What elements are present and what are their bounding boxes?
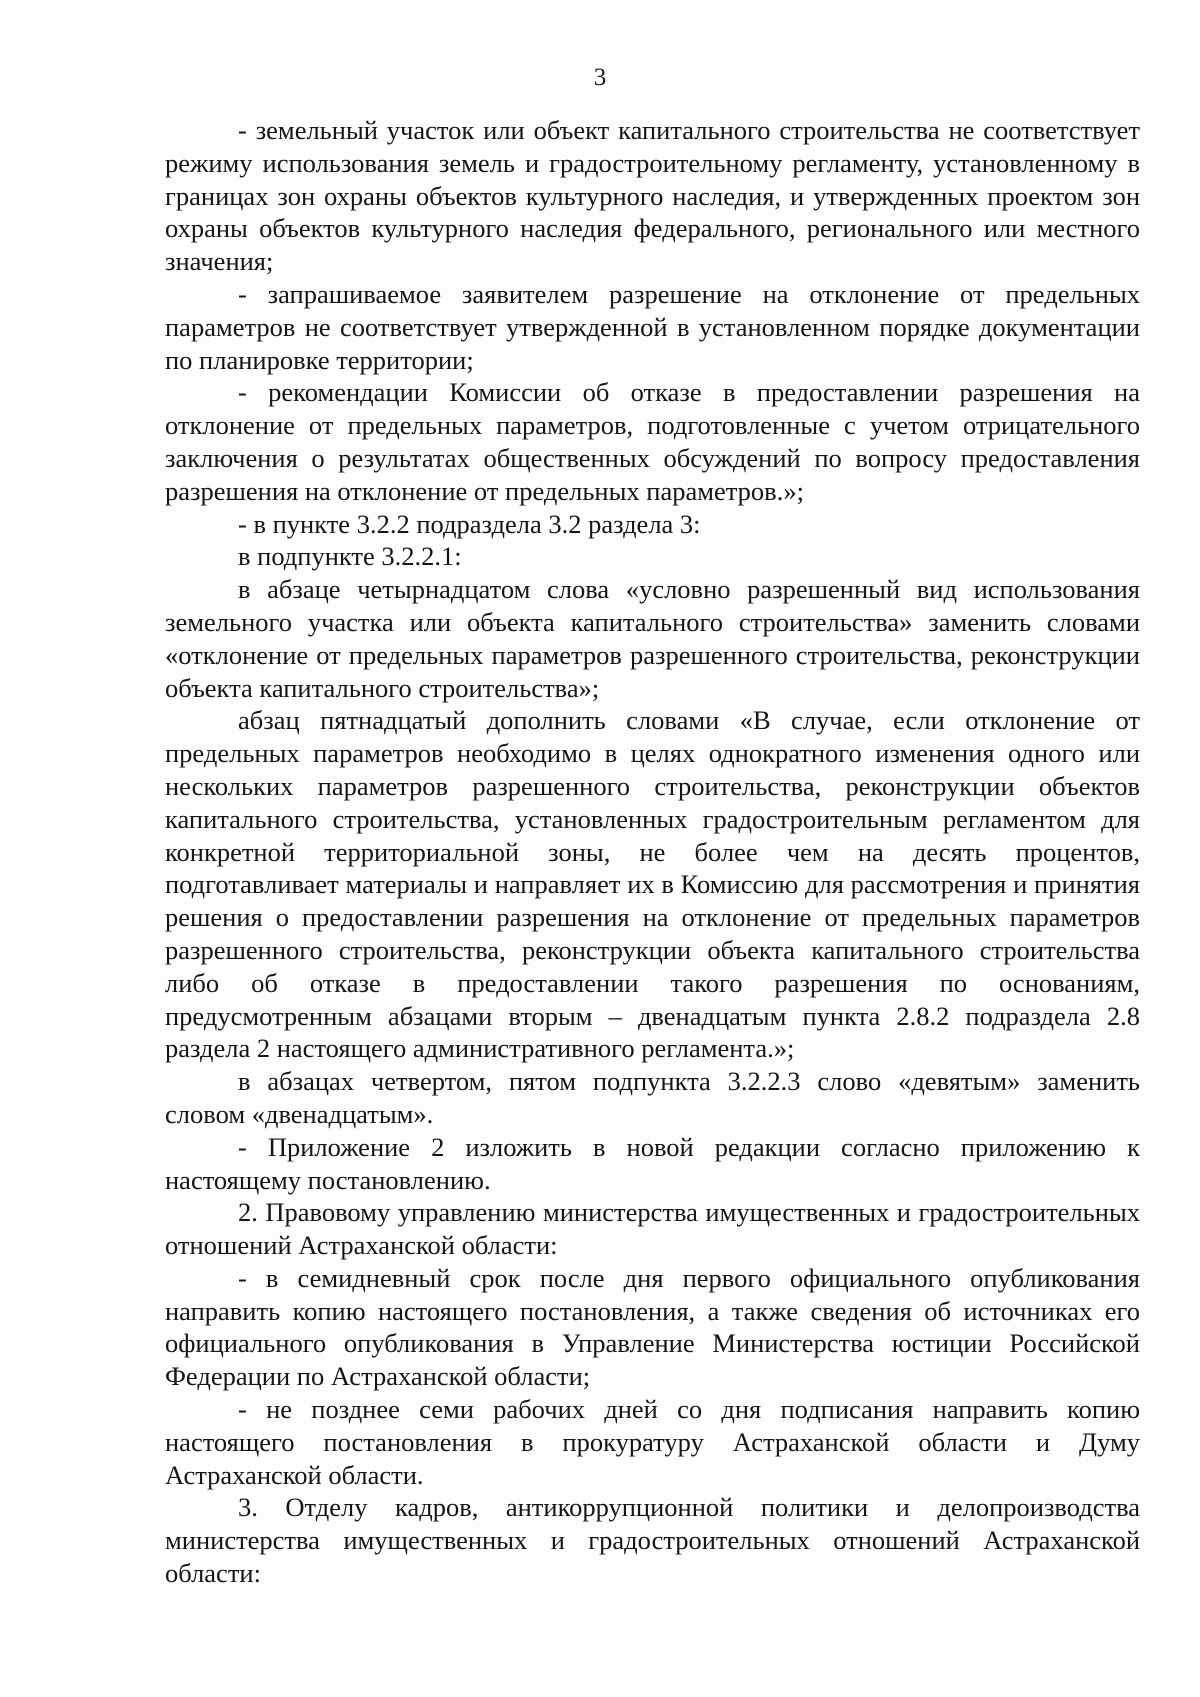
paragraph-1: - земельный участок или объект капитального строительства не соответствует режиму использования земель и градостроительному регламенту, установленному в границах зон охраны объектов культурного наследия, и утвержденных проектом зон охраны объектов культурного наследия федерального, регионального или местного значения; [165,115,1140,277]
page-number: 3 [593,64,607,91]
paragraph-7: абзац пятнадцатый дополнить словами «В случае, если отклонение от предельных параметров необходимо в целях однократного изменения одного или нескольких параметров разрешенного строительства, реконструкции объектов капитального строительства, установленных градостроительным регламентом для конкретной территориальной зоны, не более чем на десять процентов, подготавливает материалы и направляет их в Комиссию для рассмотрения и принятия решения о предоставлении разрешения на отклонение от предельных параметров разрешенного строительства, реконструкции объекта капитального строительства либо об отказе в предоставлении такого разрешения по основаниям, предусмотренным абзацами вторым – двенадцатым пункта 2.8.2 подраздела 2.8 раздела 2 настоящего административного регламента.»; [165,705,1140,1064]
paragraph-2: - запрашиваемое заявителем разрешение на отклонение от предельных параметров не соответствует утвержденной в установленном порядке документации по планировке территории; [165,278,1140,375]
paragraph-3: - рекомендации Комиссии об отказе в предоставлении разрешения на отклонение от предельных параметров, подготовленные с учетом отрицательного заключения о результатах общественных обсуждений по вопросу предоставления разрешения на отклонение от предельных параметров.»; [165,377,1140,506]
paragraph-4: - в пункте 3.2.2 подраздела 3.2 раздела 3: [238,508,701,539]
paragraph-10: 2. Правовому управлению министерства имущественных и градостроительных отношений Астраханской области: [165,1197,1140,1261]
paragraph-9: - Приложение 2 изложить в новой редакции согласно приложению к настоящему постановлению. [165,1131,1140,1195]
paragraph-13: 3. Отделу кадров, антикоррупционной политики и делопроизводства министерства имущественных и градостроительных отношений Астраханской области: [165,1492,1140,1589]
paragraph-11: - в семидневный срок после дня первого официального опубликования направить копию настоящего постановления, а также сведения об источниках его официального опубликования в Управление Министерства юстиции Российской Федерации по Астраханской области; [165,1262,1140,1392]
paragraph-12: - не позднее семи рабочих дней со дня подписания направить копию настоящего постановления в прокуратуру Астраханской области и Думу Астраханской области. [165,1394,1140,1490]
paragraph-6: в абзаце четырнадцатом слова «условно разрешенный вид использования земельного участка или объекта капитального строительства» заменить словами «отклонение от предельных параметров разрешенного строительства, реконструкции объекта капитального строительства»; [165,574,1140,703]
paragraph-8: в абзацах четвертом, пятом подпункта 3.2.2.3 слово «девятым» заменить словом «двенадцатым». [165,1066,1140,1129]
document-body [165,114,1140,1590]
paragraph-5: в подпункте 3.2.2.1: [238,541,462,572]
